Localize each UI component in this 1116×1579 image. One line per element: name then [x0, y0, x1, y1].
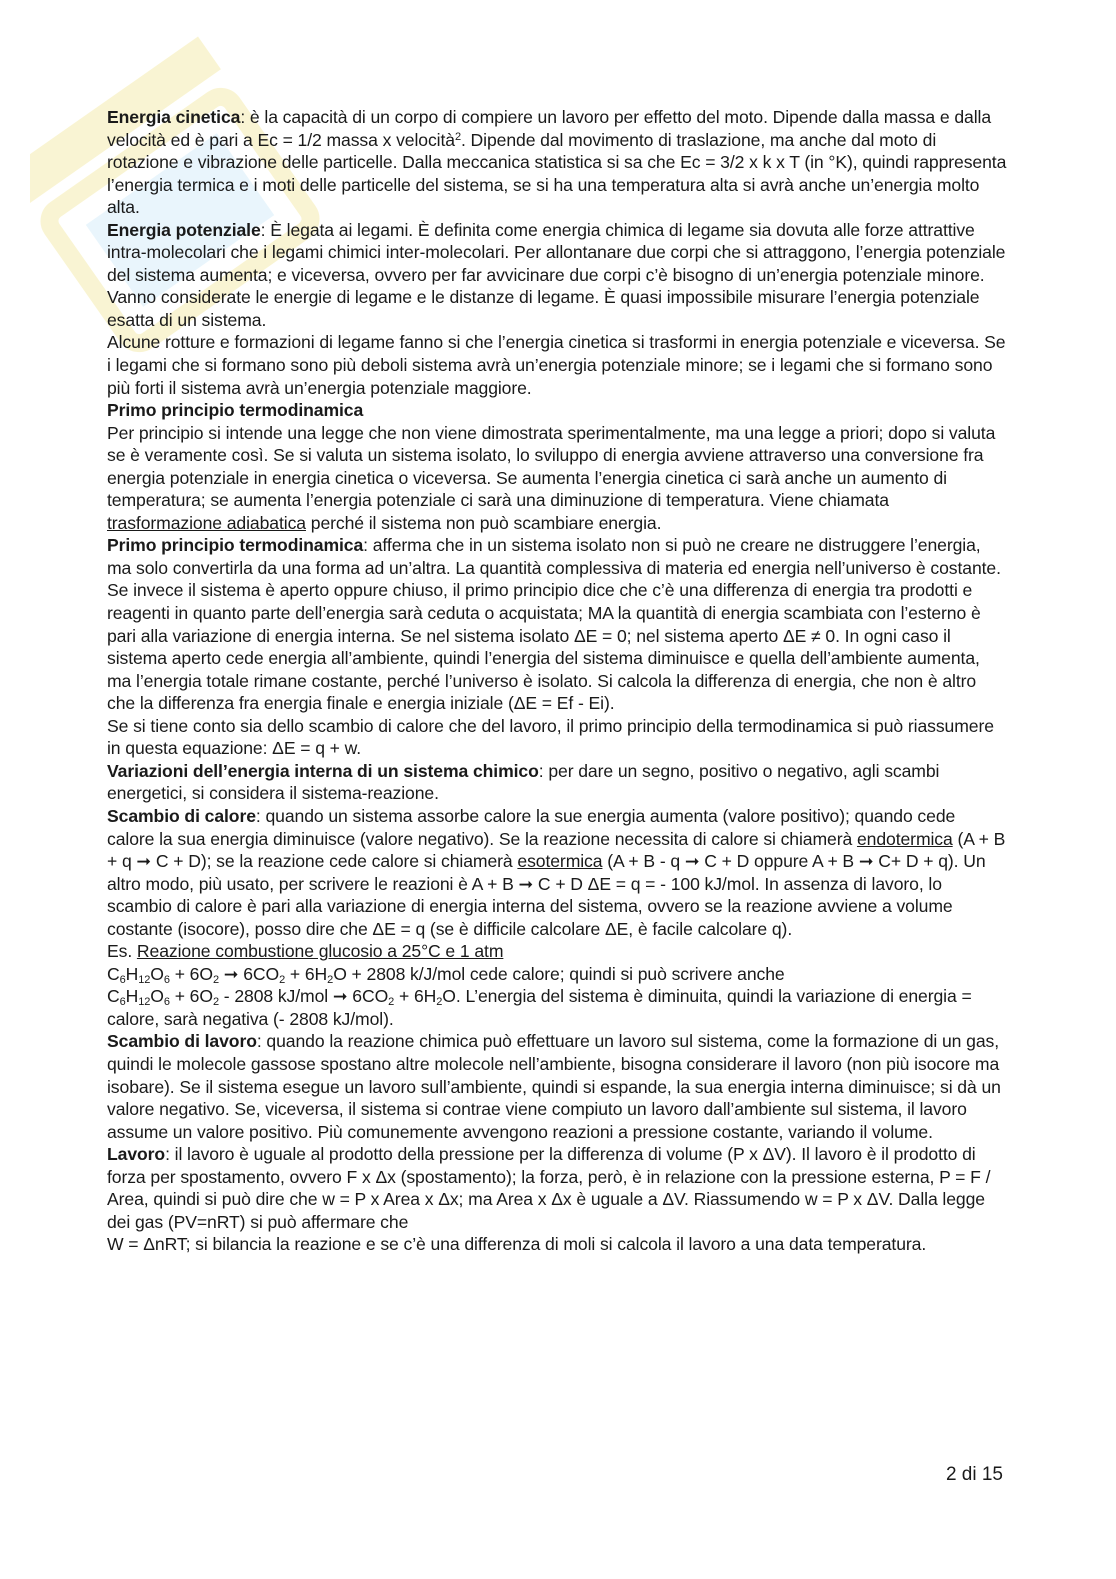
- paragraph-rotture-legami: Alcune rotture e formazioni di legame fanno si che l’energia cinetica si trasformi in energia potenziale e viceversa. Se i legami che si formano sono più deboli sistema avrà un’energia potenziale minore; se i legami che si formano sono più forti il sistema avrà un’energia potenziale maggiore.: [107, 332, 1006, 398]
- paragraph-energia-potenziale: Energia potenziale: È legata ai legami. È definita come energia chimica di legame sia dovuta alle forze attrattive intra-molecolari che i legami chimici inter-molecolari. Per allontanare due corpi che si attraggono, l’energia potenziale del sistema aumenta; e viceversa, ovvero per far avvicinare due corpi c’è bisogno di un’energia potenziale minore. Vanno considerate le energie di legame e le distanze di legame. È quasi impossibile misurare l’energia potenziale esatta di un sistema.: [107, 219, 1006, 330]
- term-variazioni-energia: Variazioni dell’energia interna di un sistema chimico: [107, 760, 539, 781]
- example-title: Reazione combustione glucosio a 25°C e 1 atm: [136, 941, 504, 962]
- paragraph-lavoro: Lavoro: il lavoro è uguale al prodotto della pressione per la differenza di volume (P x ΔV). Il lavoro è il prodotto di forza per spostamento, ovvero F x Δx (spostamento); la forza, però, è in relazione con la pressione esterna, P = F / Area, quindi si può dire che w = P x Area x Δx; ma Area x Δx è uguale a ΔV. Riassumendo w = P x ΔV. Dalla legge dei gas (PV=nRT) si può affermare che W = ΔnRT; si bilancia la reazione e se c’è una differenza di moli si calcola il lavoro a una data temperatura.: [107, 1144, 991, 1255]
- paragraph-principio: Per principio si intende una legge che non viene dimostrata sperimentalmente, ma una legge a priori; dopo si valuta se è veramente così. Se si valuta un sistema isolato, lo sviluppo di energia avviene attraverso una conversione fra energia potenziale in energia cinetica o viceversa. Se aumenta l’energia cinetica ci sarà anche un aumento di temperatura; se aumenta l’energia potenziale ci sarà una diminuzione di temperatura. Viene chiamata trasformazione adiabatica perché il sistema non può scambiare energia.: [107, 422, 996, 533]
- paragraph-scambio-lavoro: Scambio di lavoro: quando la reazione chimica può effettuare un lavoro sul sistema, come la formazione di un gas, quindi le molecole gassose spostano altre molecole nell’ambiente, bisogna considerare il lavoro (non più isocore ma isobare). Se il sistema esegue un lavoro sull’ambiente, quindi si espande, la sua energia interna diminuisce; si dà un valore negativo. Se, viceversa, il sistema si contrae viene compiuto un lavoro dall’ambiente sul sistema, il lavoro assume un valore positivo. Più comunemente avvengono reazioni a pressione costante, variando il volume.: [107, 1031, 1001, 1142]
- term-primo-principio: Primo principio termodinamica: [107, 535, 364, 556]
- paragraph-energia-cinetica: Energia cinetica: è la capacità di un corpo di compiere un lavoro per effetto del moto. Dipende dalla massa e dalla velocità ed è pari a Ec = 1/2 massa x velocità$^2$. Dipende dal movimento di traslazione, ma anche dal moto di rotazione e vibrazione delle particelle. Dalla meccanica statistica si sa che Ec = 3/2 x k x T (in °K), quindi rappresenta l’energia termica e i moti delle particelle del sistema, se si ha una temperatura alta si avrà anche un’energia molto alta.: [107, 107, 1007, 218]
- term-endotermica: endotermica: [856, 828, 953, 849]
- term-esotermica: esotermica: [517, 851, 603, 872]
- paragraph-esempio: Es. Reazione combustione glucosio a 25°C e 1 atm: [107, 941, 504, 962]
- term-lavoro: Lavoro: [107, 1144, 166, 1165]
- paragraph-equazione-q-w: Se si tiene conto sia dello scambio di calore che del lavoro, il primo principio della termodinamica si può riassumere in questa equazione: ΔE = q + w.: [107, 715, 994, 759]
- document-body: [107, 106, 1007, 1256]
- term-energia-potenziale: Energia potenziale: [107, 219, 261, 240]
- term-trasformazione-adiabatica: trasformazione adiabatica: [107, 512, 306, 533]
- term-scambio-calore: Scambio di calore: [107, 805, 256, 826]
- paragraph-primo-principio-def: Primo principio termodinamica: afferma che in un sistema isolato non si può ne creare ne distruggere l’energia, ma solo convertirla da una forma ad un’altra. La quantità complessiva di materia ed energia nell’universo è costante. Se invece il sistema è aperto oppure chiuso, il primo principio dice che c’è una differenza di energia tra prodotti e reagenti in quanto parte dell’energia sarà ceduta o acquistata; MA la quantità di energia scambiata con l’esterno è pari alla variazione di energia interna. Se nel sistema isolato ΔE = 0; nel sistema aperto ΔE ≠ 0. In ogni caso il sistema aperto cede energia all’ambiente, quindi l’energia del sistema diminuisce e quella dell’ambiente aumenta, ma l’energia totale rimane costante, perché l’universo è isolato. Si calcola la differenza di energia, che non è altro che la differenza fra energia finale e energia iniziale (ΔE = Ef - Ei).: [107, 535, 1001, 714]
- paragraph-variazioni-energia: Variazioni dell’energia interna di un sistema chimico: per dare un segno, positivo o negativo, agli scambi energetici, si considera il sistema-reazione.: [107, 760, 940, 804]
- paragraph-scambio-calore: Scambio di calore: quando un sistema assorbe calore la sue energia aumenta (valore positivo); quando cede calore la sua energia diminuisce (valore negativo). Se la reazione necessita di calore si chiamerà endotermica (A + B + q ➞ C + D); se la reazione cede calore si chiamerà esotermica (A + B - q ➞ C + D oppure A + B ➞ C+ D + q). Un altro modo, più usato, per scrivere le reazioni è A + B ➞ C + D ΔE = q = - 100 kJ/mol. In assenza di lavoro, lo scambio di calore è pari alla variazione di energia interna del sistema, ovvero se la reazione avviene a volume costante (isocore), posso dire che ΔE = q (se è difficile calcolare ΔE, è facile calcolare q).: [107, 805, 1006, 939]
- equation-glucosio: $C_6H_{12}O_6 + 6O_2$ ➞ $6CO_2 + 6H_2O + 2808$ k/J/mol cede calore; quindi si può scrivere anche $C_6H_{12}O_6 + 6O_2 - 2808$ kJ/mol ➞ $6CO_2 + 6H_2O$. L’energia del sistema è diminuita, quindi la variazione di energia = calore, sarà negativa (- 2808 kJ/mol).: [107, 963, 972, 1029]
- page-number: 2 di 15: [945, 1464, 1003, 1485]
- term-energia-cinetica: Energia cinetica: [107, 107, 241, 127]
- heading-primo-principio: Primo principio termodinamica: [107, 400, 364, 421]
- term-scambio-lavoro: Scambio di lavoro: [107, 1031, 257, 1052]
